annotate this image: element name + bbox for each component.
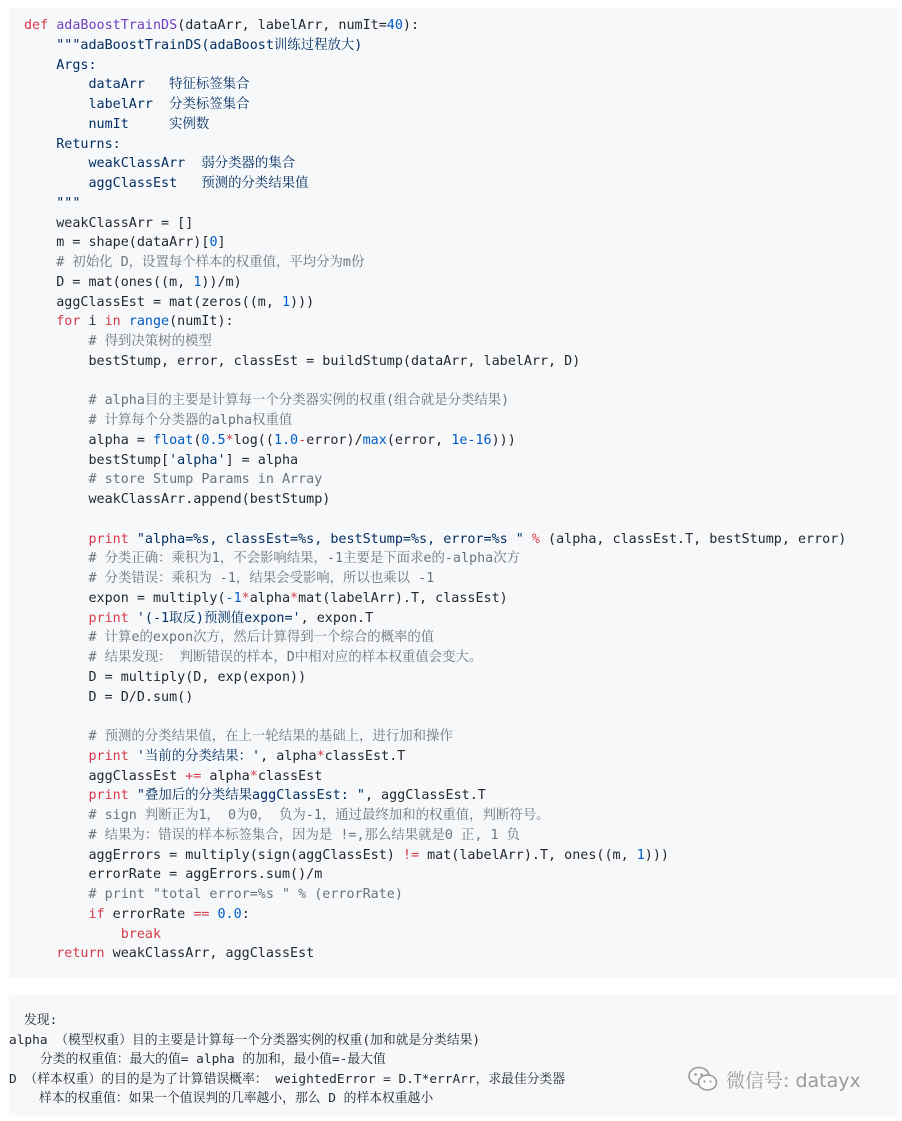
code-line bbox=[24, 135, 897, 155]
code-token: # 分类正确：乘积为1，不会影响结果，-1主要是下面求e的-alpha次方 bbox=[24, 551, 521, 567]
code-token: 0.0 bbox=[217, 906, 242, 922]
code-token: : bbox=[241, 906, 250, 922]
code-token bbox=[209, 907, 217, 922]
code-token: ))) bbox=[644, 847, 669, 863]
code-line bbox=[24, 747, 897, 767]
code-token: 1e-16 bbox=[451, 432, 492, 448]
code-line bbox=[24, 846, 897, 866]
note-sample-weight-value: 样本的权重值：如果一个值误判的几率越小，那么 D 的样本权重越小 bbox=[39, 1091, 434, 1107]
code-token: (error, bbox=[386, 432, 452, 448]
code-token: weakClassArr, aggClassEst bbox=[104, 946, 315, 962]
code-token: * bbox=[316, 748, 325, 764]
code-token: # 结果为：错误的样本标签集合，因为是 !=,那么结果就是0 正, 1 负 bbox=[24, 827, 521, 843]
code-token: m = shape(dataArr)[ bbox=[24, 235, 210, 251]
code-token: (alpha, classEst.T, bestStump, error) bbox=[539, 531, 847, 547]
code-token: , expon.T bbox=[300, 610, 374, 626]
code-token: classEst.T bbox=[324, 748, 406, 764]
code-token: ): bbox=[402, 18, 420, 33]
code-line bbox=[24, 865, 897, 885]
code-token: error)/ bbox=[306, 432, 363, 448]
code-token: classEst bbox=[257, 768, 323, 784]
code-line bbox=[24, 431, 897, 451]
code-line bbox=[24, 786, 897, 806]
watermark bbox=[688, 1064, 861, 1094]
code-token: weakClassArr 弱分类器的集合 bbox=[24, 156, 296, 172]
code-token: """adaBoostTrainDS(adaBoost训练过程放大) bbox=[24, 37, 363, 53]
code-token: float bbox=[153, 432, 194, 448]
code-token bbox=[24, 611, 89, 626]
code-line bbox=[24, 806, 897, 826]
code-token: range bbox=[128, 314, 170, 330]
code-line bbox=[24, 668, 897, 688]
code-token: 1 bbox=[636, 847, 645, 863]
code-token: # 预测的分类结果值，在上一轮结果的基础上，进行加和操作 bbox=[24, 729, 453, 744]
code-token: , aggClassEst.T bbox=[364, 788, 486, 804]
code-token: 'alpha' bbox=[169, 452, 226, 468]
code-line bbox=[24, 233, 897, 253]
code-token: != bbox=[402, 847, 420, 863]
code-token: alpha bbox=[201, 768, 250, 784]
code-token: # alpha目的主要是计算每一个分类器实例的权重(组合就是分类结果) bbox=[24, 393, 510, 409]
code-line bbox=[24, 372, 897, 392]
code-token: ))/m) bbox=[201, 274, 242, 290]
code-token: def bbox=[24, 18, 57, 33]
code-token: # sign 判断正为1， 0为0， 负为-1，通过最终加和的权重值，判断符号。 bbox=[24, 808, 550, 823]
code-token: - bbox=[298, 432, 307, 448]
code-token: += bbox=[185, 768, 202, 784]
code-token: labelArr 分类标签集合 bbox=[24, 97, 250, 112]
note-alpha: alpha （模型权重）目的主要是计算每一个分类器实例的权重(加和就是分类结果) bbox=[9, 1032, 481, 1048]
code-token: weakClassArr.append(bestStump) bbox=[24, 492, 331, 507]
code-token bbox=[24, 907, 89, 922]
code-line bbox=[24, 727, 897, 747]
code-token: bestStump[ bbox=[24, 452, 170, 468]
code-line bbox=[24, 648, 897, 668]
code-line bbox=[24, 352, 897, 372]
code-token: return bbox=[56, 946, 105, 962]
code-token: * bbox=[249, 768, 258, 784]
code-token bbox=[24, 788, 89, 803]
code-line bbox=[24, 826, 897, 846]
code-line bbox=[24, 589, 897, 609]
watermark-text: 微信号: datayx bbox=[726, 1069, 861, 1092]
code-line bbox=[24, 174, 897, 194]
code-token: Returns: bbox=[24, 136, 121, 152]
code-line bbox=[24, 154, 897, 174]
code-line bbox=[24, 95, 897, 115]
code-line bbox=[24, 312, 897, 332]
code-line bbox=[24, 411, 897, 431]
code-token: 1.0 bbox=[273, 432, 299, 448]
code-token: 40 bbox=[386, 18, 403, 33]
code-line bbox=[24, 194, 897, 214]
code-line bbox=[24, 530, 897, 550]
code-token: ))) bbox=[491, 432, 516, 448]
code-line bbox=[24, 115, 897, 135]
code-line bbox=[24, 451, 897, 471]
code-token: break bbox=[120, 926, 162, 942]
code-line bbox=[24, 56, 897, 76]
code-line bbox=[24, 391, 897, 411]
code-token: "alpha=%s, classEst=%s, bestStump=%s, error=%s " bbox=[128, 531, 532, 547]
code-line bbox=[24, 470, 897, 490]
code-token: * bbox=[290, 590, 299, 606]
code-token: print bbox=[88, 531, 129, 547]
code-token: 0.5 bbox=[201, 432, 226, 448]
code-token: max bbox=[362, 432, 387, 448]
code-token bbox=[121, 314, 129, 329]
code-token: print bbox=[88, 788, 129, 804]
note-classifier-weight: 分类的权重值：最大的值= alpha 的加和，最小值=-最大值 bbox=[40, 1052, 386, 1068]
code-token: ] = alpha bbox=[225, 452, 299, 468]
code-token: # 计算e的expon次方，然后计算得到一个综合的概率的值 bbox=[24, 630, 435, 646]
code-line bbox=[24, 688, 897, 708]
code-token: alpha = bbox=[24, 432, 153, 448]
code-token: # 初始化 D，设置每个样本的权重值，平均分为m份 bbox=[24, 255, 365, 270]
code-line bbox=[24, 707, 897, 727]
code-token: 1 bbox=[193, 274, 202, 290]
code-token: D = mat(ones((m, bbox=[24, 274, 194, 290]
code-token: 0 bbox=[209, 235, 218, 251]
code-token: # store Stump Params in Array bbox=[24, 472, 323, 488]
code-token: numIt 实例数 bbox=[24, 116, 210, 132]
code-token: (dataArr, labelArr, numIt= bbox=[177, 18, 387, 33]
code-line bbox=[24, 490, 897, 510]
code-token: D = multiply(D, exp(expon)) bbox=[24, 669, 307, 685]
code-token: -1 bbox=[225, 590, 242, 606]
code-block bbox=[9, 8, 897, 978]
code-line bbox=[24, 944, 897, 964]
wechat-icon bbox=[688, 1066, 718, 1092]
code-token: Args: bbox=[24, 57, 97, 73]
code-line bbox=[24, 293, 897, 313]
code-token: * bbox=[241, 590, 250, 606]
code-line bbox=[24, 16, 897, 36]
code-line bbox=[24, 36, 897, 56]
code-line bbox=[24, 510, 897, 530]
code-token: mat(labelArr).T, classEst) bbox=[298, 590, 508, 606]
code-line bbox=[24, 609, 897, 629]
code-token: D = D/D.sum() bbox=[24, 689, 194, 705]
code-token: '(-1取反)预测值expon=' bbox=[128, 610, 301, 626]
code-line bbox=[24, 332, 897, 352]
code-token bbox=[24, 532, 89, 547]
code-token: i bbox=[80, 314, 105, 330]
code-token: log(( bbox=[233, 432, 274, 448]
code-token: alpha bbox=[249, 590, 291, 606]
code-token: """ bbox=[24, 195, 81, 211]
code-token: print bbox=[88, 610, 129, 626]
code-token: aggClassEst = mat(zeros((m, bbox=[24, 294, 282, 310]
code-line bbox=[24, 549, 897, 569]
code-token: aggClassEst bbox=[24, 768, 186, 784]
code-token: # 结果发现： 判断错误的样本，D中相对应的样本权重值会变大。 bbox=[24, 650, 483, 665]
code-line bbox=[24, 905, 897, 925]
code-token: aggErrors = multiply(sign(aggClassEst) bbox=[24, 847, 403, 863]
code-line bbox=[24, 885, 897, 905]
code-token: * bbox=[225, 432, 234, 448]
code-token: print bbox=[88, 748, 129, 764]
code-token: (numIt): bbox=[169, 314, 234, 330]
code-token: == bbox=[193, 906, 210, 922]
code-token: bestStump, error, classEst = buildStump(dataArr, labelArr, D) bbox=[24, 353, 581, 369]
code-token: % bbox=[531, 531, 540, 547]
code-token bbox=[24, 927, 121, 942]
code-token: mat(labelArr).T, ones((m, bbox=[419, 847, 637, 863]
code-token: weakClassArr = [] bbox=[24, 215, 194, 231]
code-token: # print "total error=%s " % (errorRate) bbox=[24, 887, 403, 902]
code-token: , alpha bbox=[260, 748, 317, 764]
code-token: ( bbox=[193, 432, 202, 448]
notes-heading: 发现: bbox=[24, 1013, 58, 1028]
code-token: adaBoostTrainDS bbox=[56, 18, 178, 33]
code-line bbox=[24, 214, 897, 234]
code-token: for bbox=[56, 314, 81, 330]
code-line bbox=[24, 628, 897, 648]
code-token bbox=[24, 946, 56, 961]
note-sample-weight: D （样本权重）的目的是为了计算错误概率： weightedError = D.T*errArr，求最佳分类器 bbox=[9, 1071, 566, 1087]
code-line bbox=[24, 925, 897, 945]
code-line bbox=[24, 767, 897, 787]
code-line bbox=[24, 273, 897, 293]
code-token: # 得到决策树的模型 bbox=[24, 334, 212, 349]
code-token: dataArr 特征标签集合 bbox=[24, 77, 250, 93]
code-token: 1 bbox=[281, 294, 291, 310]
code-token: in bbox=[104, 314, 121, 330]
code-token: '当前的分类结果：' bbox=[128, 748, 261, 764]
code-token: "叠加后的分类结果aggClassEst: " bbox=[128, 788, 365, 804]
code-token: ))) bbox=[290, 294, 315, 310]
code-token: ] bbox=[217, 235, 226, 251]
code-line bbox=[24, 75, 897, 95]
code-line bbox=[24, 253, 897, 273]
code-line bbox=[24, 569, 897, 589]
code-token: errorRate bbox=[104, 906, 194, 922]
notes-block bbox=[9, 995, 897, 1116]
code-token: aggClassEst 预测的分类结果值 bbox=[24, 176, 309, 191]
code-token: if bbox=[88, 906, 105, 922]
code-token: expon = multiply( bbox=[24, 590, 226, 606]
code-token bbox=[24, 749, 89, 764]
code-token: # 分类错误：乘积为 -1，结果会受影响，所以也乘以 -1 bbox=[24, 571, 435, 586]
code-token: errorRate = aggErrors.sum()/m bbox=[24, 867, 323, 883]
code-token: # 计算每个分类器的alpha权重值 bbox=[24, 413, 293, 428]
code-token bbox=[24, 314, 56, 329]
